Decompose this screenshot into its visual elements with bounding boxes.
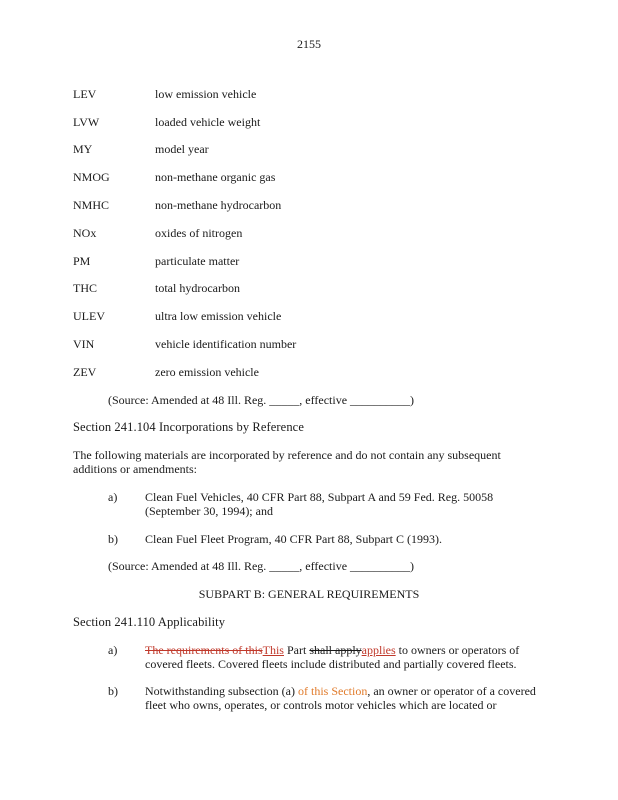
subpart-heading: SUBPART B: GENERAL REQUIREMENTS [198,587,420,601]
inserted-text: applies [361,643,396,657]
abbreviation: MY [73,142,93,156]
list-item-text: Clean Fuel Fleet Program, 40 CFR Part 88, Subpart C (1993). [145,532,442,546]
abbreviation: VIN [73,337,95,351]
list-item-letter: a) [108,490,118,504]
list-item-text: fleet who owns, operates, or controls motor vehicles which are located or [145,698,497,712]
list-item-letter: b) [108,532,118,546]
definition: non-methane hydrocarbon [155,198,282,212]
deleted-text: shall apply [309,643,362,657]
definition: ultra low emission vehicle [155,309,282,323]
list-item-text [145,684,536,698]
abbreviation: NMHC [73,198,110,212]
definition: vehicle identification number [155,337,297,351]
body-text: , an owner or operator of a covered [367,684,536,698]
abbreviation: NOx [73,226,97,240]
abbreviation: LVW [73,115,100,129]
abbreviation: NMOG [73,170,110,184]
abbreviation: ZEV [73,365,97,379]
section-heading: Section 241.104 Incorporations by Reference [73,420,304,434]
definition: non-methane organic gas [155,170,276,184]
definition: total hydrocarbon [155,281,240,295]
inserted-text: of this Section [297,684,368,698]
definition: oxides of nitrogen [155,226,243,240]
section-intro-line: The following materials are incorporated by reference and do not contain any subsequent [73,448,501,462]
definition: zero emission vehicle [155,365,259,379]
definition: low emission vehicle [155,87,257,101]
definition: model year [155,142,209,156]
body-text: Notwithstanding subsection (a) [145,684,298,698]
body-text: Part [283,643,310,657]
inserted-text: This [262,643,284,657]
body-text: to owners or operators of [395,643,520,657]
list-item-text: Clean Fuel Vehicles, 40 CFR Part 88, Subpart A and 59 Fed. Reg. 50058 [145,490,494,504]
list-item-text [145,643,519,657]
deleted-text: The requirements of this [145,643,263,657]
source-note: (Source: Amended at 48 Ill. Reg. _____, effective __________) [108,559,415,573]
abbreviation: LEV [73,87,97,101]
page-number: 2155 [297,37,321,51]
definition: loaded vehicle weight [155,115,261,129]
section-intro-line: additions or amendments: [73,462,197,476]
section-heading: Section 241.110 Applicability [73,615,226,629]
abbreviation: ULEV [73,309,105,323]
source-note: (Source: Amended at 48 Ill. Reg. _____, effective __________) [108,393,415,407]
list-item-text: covered fleets. Covered fleets include distributed and partially covered fleets. [145,657,517,671]
list-item-text: (September 30, 1994); and [145,504,273,518]
abbreviation: PM [73,254,91,268]
list-item-letter: b) [108,684,118,698]
abbreviation: THC [73,281,97,295]
definition: particulate matter [155,254,240,268]
list-item-letter: a) [108,643,118,657]
